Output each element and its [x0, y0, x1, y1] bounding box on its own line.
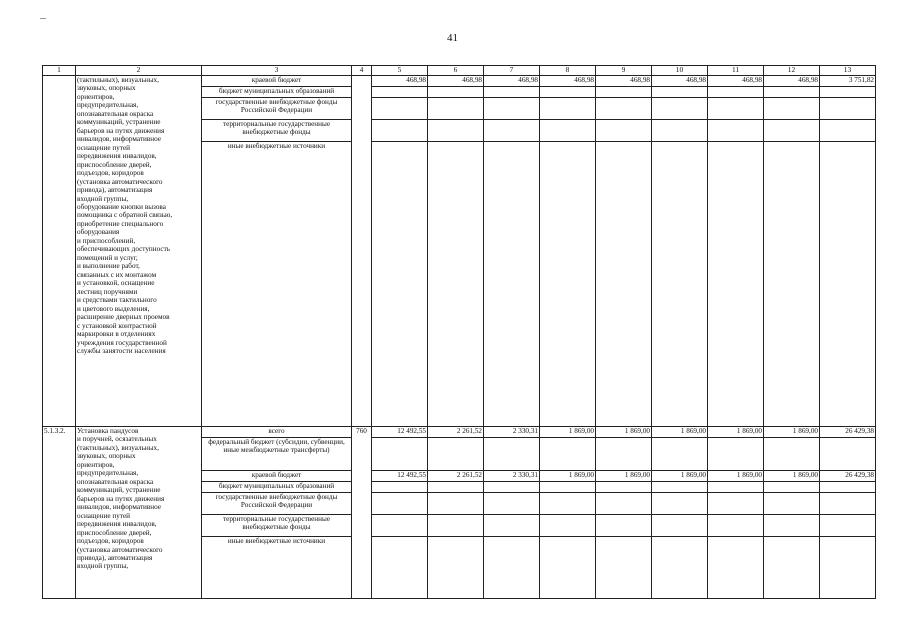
value-cell — [540, 514, 596, 536]
funding-source: иные внебюджетные источники — [202, 141, 352, 426]
value-cell: 2 330,31 — [484, 426, 540, 437]
value-cell: 1 869,00 — [652, 426, 708, 437]
value-cell: 468,98 — [372, 75, 428, 86]
description-line: и средствами тактильного — [77, 296, 157, 305]
description-line: оборудование кнопки вызова — [77, 203, 166, 211]
value-cell: 26 429,38 — [820, 426, 876, 437]
value-cell — [764, 536, 820, 598]
description-line: опознавательная окраска — [77, 109, 154, 118]
description-line: Установка пандусов — [77, 426, 139, 435]
page-number: 41 — [447, 32, 458, 44]
value-cell — [484, 97, 540, 119]
description-line: передвижения инвалидов, — [77, 152, 157, 161]
value-cell: 468,98 — [596, 75, 652, 86]
description-line: и установкой, оснащение — [77, 279, 155, 288]
description-line: службы занятости населения — [77, 347, 166, 356]
value-cell: 468,98 — [428, 75, 484, 86]
value-cell — [428, 492, 484, 514]
value-cell — [540, 536, 596, 598]
description-line: помощника с обратной связью, — [77, 211, 173, 220]
value-cell — [372, 437, 428, 470]
block_b-col4: 760 — [352, 426, 372, 598]
value-cell — [820, 514, 876, 536]
column-header-8: 8 — [540, 66, 596, 76]
value-cell — [484, 141, 540, 426]
value-cell: 2 261,52 — [428, 470, 484, 481]
funding-source: государственные внебюджетные фонды Российской Федерации — [202, 97, 352, 119]
value-cell: 3 751,82 — [820, 75, 876, 86]
description-line: передвижения инвалидов, — [77, 520, 157, 529]
description-line: барьеров на путях движения — [77, 126, 165, 135]
value-cell — [708, 492, 764, 514]
description-line: и приспособлений, — [77, 236, 136, 245]
block_a-row — [43, 75, 876, 86]
value-cell — [652, 141, 708, 426]
description-line: и цветового выделения, — [77, 304, 150, 313]
value-cell — [820, 119, 876, 141]
description-line: связанных с их монтажом — [77, 270, 157, 279]
value-cell: 1 869,00 — [540, 470, 596, 481]
description-line: (тактильных), визуальных, — [77, 443, 159, 452]
budget-table — [42, 65, 876, 599]
value-cell — [652, 481, 708, 492]
value-cell — [372, 492, 428, 514]
description-line: ориентиров, — [77, 92, 115, 101]
column-header-4: 4 — [352, 66, 372, 76]
description-line: подъездов, коридоров — [77, 169, 144, 178]
description-line: приспособление дверей, — [77, 160, 152, 169]
description-line: и поручней, осязательных — [77, 435, 157, 444]
corner-mark — [40, 18, 46, 19]
column-header-7: 7 — [484, 66, 540, 76]
value-cell — [652, 514, 708, 536]
funding-source: территориальные государственные внебюджетные фонды — [202, 514, 352, 536]
column-header-5: 5 — [372, 66, 428, 76]
block_a-col4 — [352, 75, 372, 426]
value-cell: 2 261,52 — [428, 426, 484, 437]
value-cell — [372, 514, 428, 536]
value-cell — [484, 492, 540, 514]
value-cell — [820, 141, 876, 426]
value-cell — [540, 437, 596, 470]
value-cell — [652, 119, 708, 141]
value-cell: 1 869,00 — [596, 470, 652, 481]
value-cell — [596, 97, 652, 119]
description-line: оснащение путей — [77, 511, 131, 520]
description-line: приобретение специального — [77, 219, 164, 228]
description-line: инвалидов, информативное — [77, 135, 161, 144]
value-cell — [708, 536, 764, 598]
item-code: 5.1.3.2. — [44, 426, 66, 435]
value-cell — [428, 536, 484, 598]
funding-source: бюджет муниципальных образований — [202, 481, 352, 492]
description-line: звуковых, опорных — [77, 84, 136, 93]
value-cell: 1 869,00 — [764, 470, 820, 481]
value-cell — [708, 437, 764, 470]
value-cell — [820, 437, 876, 470]
description-line: (установка автоматического — [77, 545, 163, 554]
value-cell — [428, 514, 484, 536]
description-line: (тактильных), визуальных, — [77, 75, 159, 84]
value-cell: 468,98 — [708, 75, 764, 86]
value-cell — [596, 481, 652, 492]
value-cell — [764, 97, 820, 119]
description-line: учреждения государственной — [77, 338, 167, 347]
description-line: привода), автоматизация — [77, 186, 153, 195]
value-cell — [708, 119, 764, 141]
column-header-10: 10 — [652, 66, 708, 76]
value-cell — [428, 97, 484, 119]
value-cell — [652, 437, 708, 470]
value-cell — [372, 481, 428, 492]
value-cell: 468,98 — [484, 75, 540, 86]
value-cell — [596, 492, 652, 514]
value-cell: 12 492,55 — [372, 426, 428, 437]
value-cell — [708, 514, 764, 536]
description-line: оснащение путей — [77, 143, 131, 152]
funding-source: всего — [202, 426, 352, 437]
column-header-12: 12 — [764, 66, 820, 76]
value-cell: 1 869,00 — [652, 470, 708, 481]
column-header-1: 1 — [43, 66, 76, 76]
value-cell — [820, 536, 876, 598]
value-cell — [820, 481, 876, 492]
value-cell — [708, 86, 764, 97]
column-header-2: 2 — [76, 66, 202, 76]
value-cell — [540, 119, 596, 141]
column-header-13: 13 — [820, 66, 876, 76]
value-cell — [820, 97, 876, 119]
description-line: коммуникаций, устранение — [77, 118, 161, 127]
value-cell — [540, 97, 596, 119]
funding-source: краевой бюджет — [202, 470, 352, 481]
funding-source: краевой бюджет — [202, 75, 352, 86]
description-line: входной группы, — [77, 194, 129, 203]
column-header-9: 9 — [596, 66, 652, 76]
value-cell — [540, 86, 596, 97]
value-cell: 468,98 — [764, 75, 820, 86]
value-cell — [764, 141, 820, 426]
description-line: предупредительная, — [77, 469, 139, 478]
description-line: расширение дверных проемов — [77, 313, 170, 322]
value-cell — [596, 141, 652, 426]
value-cell — [372, 536, 428, 598]
description-line: звуковых, опорных — [77, 452, 136, 461]
value-cell — [764, 86, 820, 97]
funding-source: федеральный бюджет (субсидии, субвенции, иные межбюджетные трансферты) — [202, 437, 352, 470]
value-cell: 1 869,00 — [708, 426, 764, 437]
value-cell: 1 869,00 — [596, 426, 652, 437]
value-cell — [764, 119, 820, 141]
value-cell — [540, 492, 596, 514]
description-line: коммуникаций, устранение — [77, 486, 161, 495]
value-cell — [484, 119, 540, 141]
value-cell — [708, 141, 764, 426]
value-cell — [540, 141, 596, 426]
value-cell — [820, 86, 876, 97]
value-cell: 12 492,55 — [372, 470, 428, 481]
value-cell — [820, 492, 876, 514]
value-cell: 2 330,31 — [484, 470, 540, 481]
description-line: оборудования — [77, 228, 120, 237]
value-cell: 1 869,00 — [764, 426, 820, 437]
description-line: опознавательная окраска — [77, 477, 154, 486]
value-cell — [596, 119, 652, 141]
description-line: предупредительная, — [77, 101, 139, 110]
description-line: привода), автоматизация — [77, 554, 153, 562]
column-header-6: 6 — [428, 66, 484, 76]
value-cell — [428, 481, 484, 492]
description-line: инвалидов, информативное — [77, 503, 161, 512]
value-cell — [764, 481, 820, 492]
value-cell — [372, 97, 428, 119]
value-cell — [596, 437, 652, 470]
value-cell — [484, 514, 540, 536]
value-cell — [652, 536, 708, 598]
description-line: и выполнение работ, — [77, 262, 140, 271]
description-line: обеспечивающих доступность — [77, 245, 170, 254]
funding-source: бюджет муниципальных образований — [202, 86, 352, 97]
value-cell — [372, 86, 428, 97]
column-header-11: 11 — [708, 66, 764, 76]
value-cell — [708, 481, 764, 492]
funding-source: государственные внебюджетные фонды Российской Федерации — [202, 492, 352, 514]
value-cell — [652, 86, 708, 97]
value-cell — [764, 492, 820, 514]
value-cell — [764, 437, 820, 470]
block_b-code-cell — [43, 426, 76, 598]
value-cell — [484, 481, 540, 492]
value-cell: 468,98 — [652, 75, 708, 86]
value-cell — [372, 141, 428, 426]
description-line: барьеров на путях движения — [77, 494, 165, 503]
description-line: с установкой контрастной — [77, 321, 157, 330]
value-cell — [428, 437, 484, 470]
header-row — [43, 66, 876, 76]
description-line: маркировки в отделениях — [77, 330, 156, 339]
value-cell — [708, 97, 764, 119]
value-cell — [372, 119, 428, 141]
value-cell — [484, 437, 540, 470]
value-cell: 1 869,00 — [540, 426, 596, 437]
description-line: помещений и услуг, — [77, 253, 138, 262]
value-cell — [540, 481, 596, 492]
block_b-description — [76, 426, 202, 598]
funding-source: иные внебюджетные источники — [202, 536, 352, 598]
value-cell: 468,98 — [540, 75, 596, 86]
value-cell — [596, 86, 652, 97]
description-line: приспособление дверей, — [77, 528, 152, 537]
column-header-3: 3 — [202, 66, 352, 76]
value-cell — [764, 514, 820, 536]
block_a-description — [76, 75, 202, 426]
funding-source: территориальные государственные внебюджетные фонды — [202, 119, 352, 141]
description-line: подъездов, коридоров — [77, 537, 144, 546]
value-cell — [596, 536, 652, 598]
value-cell — [428, 141, 484, 426]
value-cell — [484, 536, 540, 598]
block_b-row — [43, 426, 876, 437]
description-line: (установка автоматического — [77, 177, 163, 186]
value-cell: 26 429,38 — [820, 470, 876, 481]
value-cell: 1 869,00 — [708, 470, 764, 481]
value-cell — [428, 86, 484, 97]
description-line: лестниц поручнями — [77, 287, 138, 296]
value-cell — [596, 514, 652, 536]
value-cell — [652, 97, 708, 119]
value-cell — [484, 86, 540, 97]
description-line: входной группы, — [77, 562, 129, 571]
value-cell — [428, 119, 484, 141]
value-cell — [652, 492, 708, 514]
description-line: ориентиров, — [77, 460, 115, 469]
block_a-code-cell — [43, 75, 76, 426]
